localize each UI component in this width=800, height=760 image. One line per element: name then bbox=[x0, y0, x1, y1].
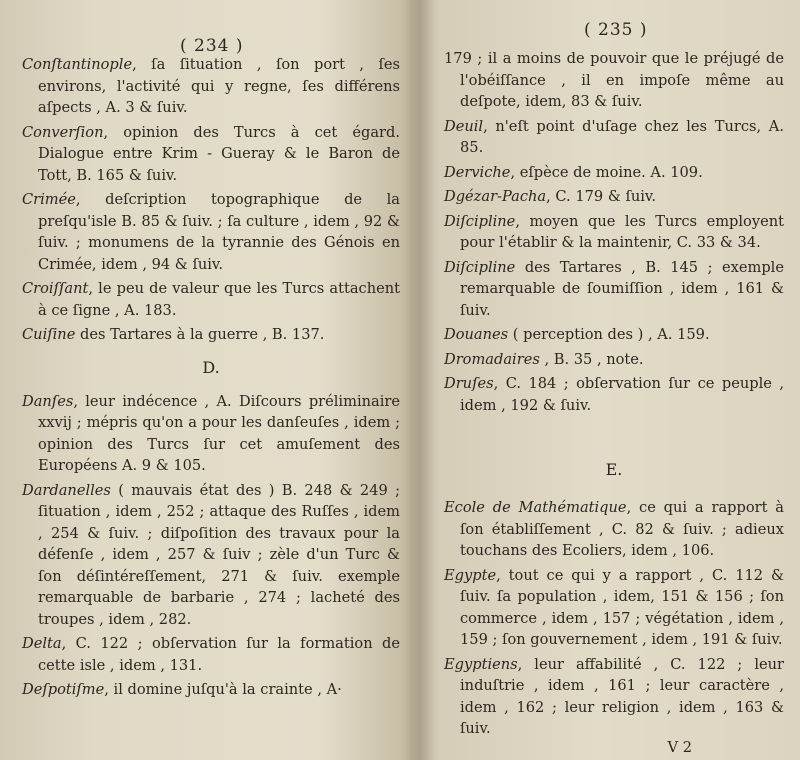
entry-text: 179 ; il a moins de pouvoir que le préjugé de l'obéiſſance , il en impoſe même au deſpote, idem, 83 & ſuiv. bbox=[444, 50, 784, 110]
index-entry bbox=[444, 654, 784, 740]
index-entry bbox=[22, 54, 400, 119]
page-number: ( 234 ) bbox=[180, 36, 244, 56]
entry-text: , leur affabilité , C. 122 ; leur induſtrie , idem , 161 ; leur caractère , idem , 162 ; leur religion , idem , 163 & ſuiv. bbox=[460, 655, 784, 737]
entry-text: , eſpèce de moine. A. 109. bbox=[510, 163, 703, 181]
index-entry bbox=[22, 391, 400, 477]
index-entry bbox=[22, 122, 400, 187]
index-entry bbox=[444, 116, 784, 159]
entry-headword: Diſcipline bbox=[444, 212, 516, 230]
signature-mark: V 2 bbox=[667, 738, 692, 756]
entry-text: , leur indécence , A. Diſcours préliminaire xxvij ; mépris qu'on a pour les danſeuſes , idem ; opinion des Turcs ſur cet amuſement des Européens A. 9 & 105. bbox=[38, 392, 400, 474]
section-letter: E. bbox=[605, 460, 623, 479]
entry-text: , tout ce qui y a rapport , C. 112 & ſuiv. ſa population , idem, 151 & 156 ; ſon commerce , idem , 157 ; végétation , idem , 159 ; ſon gouvernement , idem , 191 & ſuiv. bbox=[460, 566, 784, 648]
index-entry bbox=[444, 48, 784, 113]
entry-text: , ſa ſituation , ſon port , ſes environs, l'activité qui y regne, ſes différens aſpects , A. 3 & ſuiv. bbox=[38, 56, 400, 116]
entry-headword: Egyptiens bbox=[444, 655, 518, 673]
index-entry bbox=[444, 324, 784, 346]
index-entry bbox=[22, 633, 400, 676]
book-gutter bbox=[405, 0, 435, 760]
index-entry bbox=[22, 679, 400, 701]
entry-headword: Deſpotiſme bbox=[22, 681, 105, 698]
index-entry bbox=[22, 278, 400, 321]
index-entries bbox=[22, 54, 400, 704]
entry-text: , moyen que les Turcs employent pour l'établir & la maintenir, C. 33 & 34. bbox=[460, 212, 784, 251]
entry-headword: Ecole de Mathématique bbox=[444, 499, 627, 516]
entry-text: , opinion des Turcs à cet égard. Dialogue entre Krim - Gueray & le Baron de Tott, B. 165 & ſuiv. bbox=[38, 123, 400, 184]
entry-headword: Converſion bbox=[22, 123, 104, 141]
entry-headword: Dgézar-Pacha bbox=[444, 188, 547, 205]
left-page bbox=[22, 0, 400, 760]
entry-headword: Druſes bbox=[444, 375, 494, 392]
index-entry bbox=[444, 162, 784, 184]
page-number: ( 235 ) bbox=[584, 20, 648, 40]
entry-headword: Dromadaires bbox=[444, 350, 540, 368]
entry-text: , C. 184 ; obſervation ſur ce peuple , idem , 192 & ſuiv. bbox=[460, 375, 784, 414]
entry-headword: Egypte bbox=[444, 566, 497, 584]
index-entry bbox=[444, 497, 784, 562]
entry-text: , C. 179 & ſuiv. bbox=[546, 188, 657, 205]
entry-text: , deſcription topographique de la preſqu'isle B. 85 & ſuiv. ; ſa culture , idem , 92 & ſuiv. ; monumens de la tyrannie des Génois en Crimée, idem , 94 & ſuiv. bbox=[38, 191, 400, 273]
entry-headword: Danſes bbox=[22, 392, 74, 410]
index-entry bbox=[444, 373, 784, 416]
entry-headword: Deuil bbox=[444, 117, 484, 135]
entry-headword: Crimée bbox=[22, 191, 76, 208]
entry-headword: Diſcipline bbox=[444, 258, 516, 276]
entry-text: , B. 35 , note. bbox=[539, 350, 644, 368]
entry-text: , il domine juſqu'à la crainte , A· bbox=[104, 681, 342, 698]
index-entries bbox=[444, 48, 784, 757]
index-entry bbox=[444, 349, 784, 371]
index-entry bbox=[444, 257, 784, 322]
entry-headword: Cuiſine bbox=[22, 326, 76, 343]
right-page bbox=[444, 0, 784, 760]
entry-text: , n'eſt point d'uſage chez les Turcs, A. 85. bbox=[460, 117, 784, 156]
index-entry bbox=[22, 189, 400, 275]
entry-text: , le peu de valeur que les Turcs attachent à ce ſigne , A. 183. bbox=[38, 280, 400, 319]
entry-text: , C. 122 ; obſervation ſur la formation de cette isle , idem , 131. bbox=[38, 635, 400, 674]
index-entry bbox=[22, 480, 400, 631]
entry-text: des Tartares , B. 145 ; exemple remarquable de ſoumiſſion , idem , 161 & ſuiv. bbox=[460, 258, 784, 319]
entry-headword: Derviche bbox=[444, 163, 511, 181]
entry-text: , ce qui a rapport à ſon établiſſement , C. 82 & ſuiv. ; adieux touchans des Ecoliers, idem , 106. bbox=[460, 499, 784, 559]
entry-headword: Dardanelles bbox=[22, 481, 111, 499]
entry-headword: Douanes bbox=[444, 326, 509, 343]
entry-text: ( mauvais état des ) B. 248 & 249 ; ſituation , idem , 252 ; attaque des Ruſſes , idem , 254 & ſuiv. ; diſpoſition des travaux pour la défenſe , idem , 257 & ſuiv ; zèle d'un Turc & ſon déſintéreſſement, 271 & ſuiv. exemple remarquable de barbarie , 274 ; lacheté des troupes , idem , 282. bbox=[38, 481, 400, 628]
index-entry bbox=[444, 186, 784, 208]
index-entry bbox=[22, 324, 400, 346]
entry-headword: Conſtantinople bbox=[22, 56, 133, 73]
entry-headword: Croiſſant bbox=[22, 280, 89, 297]
section-letter: D. bbox=[202, 357, 220, 377]
entry-headword: Delta bbox=[22, 635, 62, 652]
index-entry bbox=[444, 565, 784, 651]
index-entry bbox=[444, 211, 784, 254]
entry-text: des Tartares à la guerre , B. 137. bbox=[75, 326, 325, 343]
entry-text: ( perception des ) , A. 159. bbox=[508, 326, 710, 343]
